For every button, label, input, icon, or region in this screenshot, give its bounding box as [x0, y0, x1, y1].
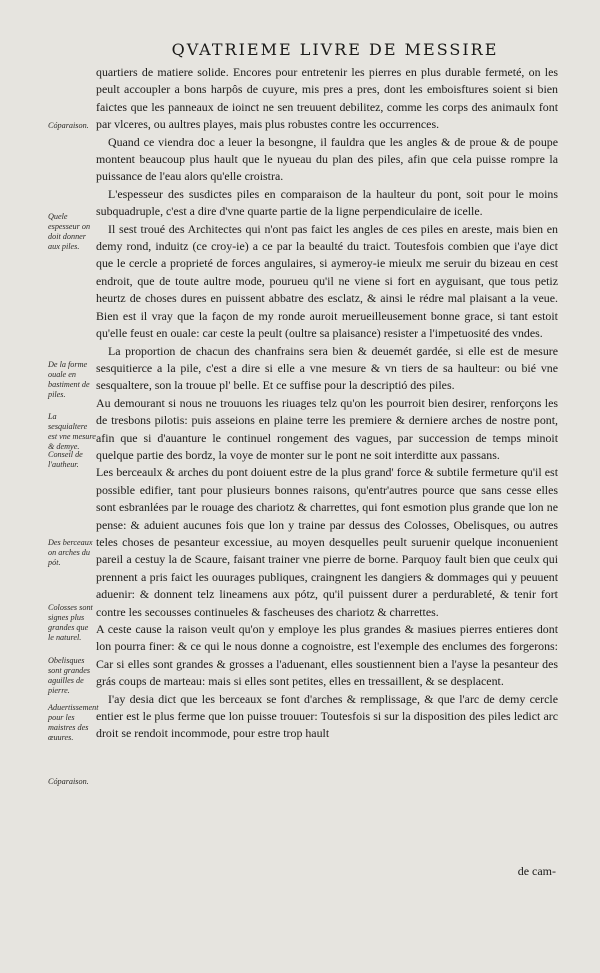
paragraph: quartiers de matiere solide. Encores pour entretenir les pierres en plus durable fermeté, on les peult accoupler a bons harpôs de cuyure, mis pres a pres, dont les emboisftures soient si bien faictes que les panneaux de ioinct ne sen treuuent debilitez, comme les corps des animaulx font par vlceres, ou aultres playes, mais plus robustes contre les occurrences. — [96, 65, 558, 132]
running-head: QVATRIEME LIVRE DE MESSIRE — [171, 40, 499, 59]
paragraph: A ceste cause la raison veult qu'on y employe les plus grandes & masiues pierres entieres dont lon pourra finer: & ce qui le nous donne a cognoistre, est l'exemple des enclumes des forgerons: Car si elles sont grandes & grosses a l'aduenant, elles soustiennent bien a l'ayse la pesanteur des grás coups de marteau: mais si elles sont petites, elles en tressaillent, & se desplacent. — [96, 622, 558, 689]
margin-note: Cóparaison. — [48, 777, 89, 786]
paragraph: L'espesseur des susdictes piles en comparaison de la haulteur du pont, soit pour le moins subquadruple, c'est a dire d'vne quarte partie de la ligne perpendiculaire de icelle. — [96, 186, 558, 219]
paragraph: La proportion de chacun des chanfrains sera bien & deuemét gardée, si elle est de mesure sesquitierce a la pile, c'est a dire si elle a vne mesure & vn tiers de sa haulteur: ou bié vne sesqualtere, son la trouue pl' belle. Et ce suffise pour la descriptió des piles. — [96, 343, 558, 393]
main-text-block — [96, 64, 558, 743]
margin-note: Obelisques sont grandes aguilles de pierre. — [48, 656, 91, 695]
margin-note: Quele espesseur on doit donner aux piles. — [48, 212, 91, 251]
margin-note: La sesquialtere est vne mesure & demye. — [48, 412, 96, 451]
paragraph: Les berceaulx & arches du pont doiuent estre de la plus grand' force & subtile fermeture qu'il est possible edifier, tant pour plusieurs bonnes raisons, qu'entr'autres pource que sans cesse elles sont esbranlées par le rouage des chariotz & charrettes, qui font esmotion plus grande que lon ne pense: & aduient aucunes fois que lon y traine par dessus des Colosses, Obelisques, ou autres teles choses de pesanteur excessiue, au moyen desquelles peult suruenir quelque inconuenient pareil a cestuy la de Scaure, faisant trainer vne pierre de borne. Parquoy fault bien que ceulx qui prennent a pris faict les ouurages publiques, craingnent les dangiers & dommages qui y peuuent aduenir: & donnent telz lineamens aux pótz, qu'il puissent durer a perdurableté, & tenir fort contre les secousses continueles & fascheuses des chariotz & charrettes. — [96, 465, 558, 619]
margin-note: Aduertissement pour les maistres des œuures. — [48, 703, 99, 742]
paragraph: Quand ce viendra doc a leuer la besongne, il fauldra que les angles & de proue & de poupe montent beaucoup plus hault que le nyueau du plan des piles, afin que cela puisse rompre la puissance de l'eau alors qu'elle croistra. — [96, 134, 558, 184]
catchword: de cam- — [517, 864, 556, 878]
paragraph: I'ay desia dict que les berceaux se font d'arches & remplissage, & que l'arc de demy cercle entier est le plus ferme que lon puisse trouuer: Toutesfois si sur la disposition des piles ledict arc droit se rendoit incommode, pour estre trop hault — [96, 691, 558, 741]
margin-notes — [0, 0, 99, 973]
margin-note: De la forme ouale en bastiment de piles. — [48, 360, 90, 399]
paragraph: Il sest troué des Architectes qui n'ont pas faict les angles de ces piles en areste, mais bien en demy rond, induitz (ce croy-ie) a ce par la beaulté du traict. Toutesfois combien que i'aye dict que le cercle a proprieté de forces angulaires, si aymeroy-ie mieulx me seruir du bizeau en cest endroit, que de toute aultre mode, pourueu qu'il ne viene si fort en ayguisant, que tous petiz heurtz de choses dures en puissent abbatre des esclatz, & ainsi le rédre mal plaisant a la veue. Bien est il vray que la façon de my ronde auroit merueilleusement bonne grace, si tant estoit qu'elle feust en ouale: car ceste la peult (oultre sa plaisance) resister a l'impetuosité des vndes. — [96, 221, 558, 341]
margin-note: Cóparaison. — [48, 121, 89, 130]
margin-note: Conseil de l'autheur. — [48, 450, 83, 469]
paragraph: Au demourant si nous ne trouuons les riuages telz qu'on les pourroit bien desirer, renforçons les de tresbons pilotis: puis asseions en plaine terre les premiere & derniere arches de nostre pont, afin que si d'auanture le continuel rongement des vagues, par succession de temps minoit quelque partie des bordz, la voye de monter sur le pont ne soit interditte aux passans. — [96, 395, 558, 462]
margin-note: Colosses sont signes plus grandes que le naturel. — [48, 603, 93, 642]
margin-note: Des berceaux on arches du pót. — [48, 538, 93, 567]
